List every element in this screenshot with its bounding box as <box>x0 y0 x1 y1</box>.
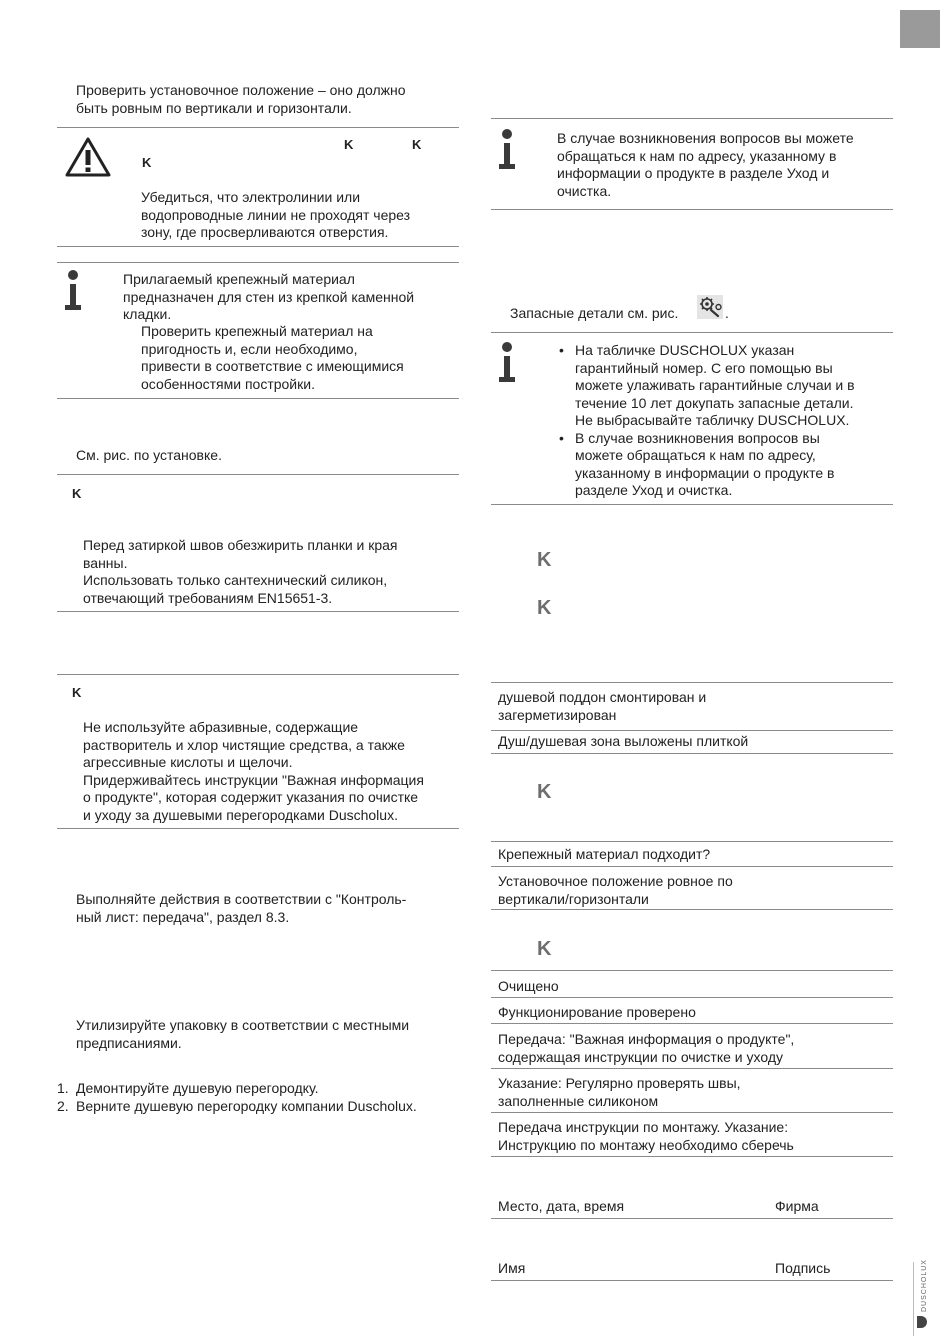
checklist-item: Передача инструкции по монтажу. Указание: Инструкцию по монтажу необходимо сберечь <box>498 1119 794 1153</box>
page-corner-tab <box>900 10 940 48</box>
handover-text: Выполняйте действия в соответствии с "Контроль- ный лист: передача", раздел 8.3. <box>76 891 407 925</box>
signature-line <box>491 1218 893 1219</box>
see-install-text: См. рис. по установке. <box>76 447 222 463</box>
info-icon <box>498 342 516 386</box>
checklist-item: Функционирование проверено <box>498 1004 696 1020</box>
divider <box>57 474 459 475</box>
divider <box>491 1112 893 1113</box>
list-item: • В случае возникновения вопросов вы можете обращаться к нам по адресу, указанному в информации о продукте в разделе Уход и очистка. <box>555 430 855 500</box>
divider <box>57 262 459 263</box>
divider <box>57 127 459 128</box>
signature-label: Подпись <box>775 1260 831 1276</box>
warranty-info-list <box>555 342 855 500</box>
divider <box>491 504 893 505</box>
checklist-item: Установочное положение ровное по вертикали/горизонтали <box>498 873 733 907</box>
divider <box>491 841 893 842</box>
k-marker: K <box>344 137 354 152</box>
step-text: Демонтируйте душевую перегородку. <box>76 1080 319 1096</box>
warning-text: Убедиться, что электролинии или водопроводные линии не проходят через зону, где просверливаются отверстия. <box>141 189 411 240</box>
divider <box>491 118 893 119</box>
place-date-time-label: Место, дата, время <box>498 1198 625 1214</box>
checklist-item: душевой поддон смонтирован и загерметизирован <box>498 689 707 723</box>
install-position-text: Проверить установочное положение – оно должно быть ровным по вертикали и горизонтали. <box>76 82 406 116</box>
divider <box>491 1068 893 1069</box>
divider <box>491 682 893 683</box>
k-marker: K <box>72 685 82 700</box>
company-label: Фирма <box>775 1198 819 1214</box>
divider <box>57 246 459 247</box>
step-number: 2. <box>57 1098 69 1114</box>
divider <box>491 1156 893 1157</box>
brand-name: DUSCHOLUX <box>921 1259 928 1312</box>
k-marker: K <box>142 155 152 170</box>
info-icon <box>498 129 516 173</box>
divider <box>491 909 893 910</box>
divider <box>57 674 459 675</box>
gear-wrench-icon <box>697 295 723 319</box>
name-label: Имя <box>498 1260 526 1276</box>
divider <box>491 866 893 867</box>
divider <box>491 332 893 333</box>
checklist-item: Передача: "Важная информация о продукте", содержащая инструкции по очистке и уходу <box>498 1031 795 1065</box>
signature-line <box>491 1280 893 1281</box>
k-marker: K <box>72 486 82 501</box>
divider <box>491 209 893 210</box>
k-marker: K <box>537 597 552 619</box>
k-marker: K <box>537 781 552 803</box>
k-marker: K <box>537 938 552 960</box>
divider <box>491 997 893 998</box>
divider <box>491 970 893 971</box>
list-item: • На табличке DUSCHOLUX указан гарантийный номер. С его помощью вы можете улаживать гарантийные случаи и в течение 10 лет докупать запасные детали. Не выбрасывайте табличку DUSCHOLUX. <box>555 342 855 430</box>
fastener-info-text: Прилагаемый крепежный материал предназначен для стен из крепкой каменной кладки. <box>123 271 415 322</box>
spare-parts-text: Запасные детали см. рис. . <box>510 305 678 323</box>
brand-divider <box>913 1262 914 1336</box>
checklist-item: Указание: Регулярно проверять швы, заполненные силиконом <box>498 1075 741 1109</box>
divider <box>491 753 893 754</box>
k-marker: K <box>412 137 422 152</box>
step-text: Верните душевую перегородку компании Duscholux. <box>76 1098 417 1114</box>
sealing-text: Перед затиркой швов обезжирить планки и края ванны. Использовать только сантехнический силикон, отвечающий требованиям EN15651-3. <box>83 537 398 606</box>
fastener-check-text: Проверить крепежный материал на пригодность и, если необходимо, привести в соответствие с имеющимися особенностями постройки. <box>141 323 404 392</box>
info-icon <box>64 270 82 314</box>
divider <box>57 398 459 399</box>
divider <box>57 828 459 829</box>
cleaning-text: Не используйте абразивные, содержащие растворитель и хлор чистящие средства, а также агрессивные кислоты и щелочи. Придерживайтесь инструкции "Важная информация о продукте", которая содержит указания по очистке и уходу за душевыми перегородками Duscholux. <box>83 719 424 823</box>
divider <box>491 730 893 731</box>
divider <box>491 1023 893 1024</box>
divider <box>57 611 459 612</box>
contact-info-text: В случае возникновения вопросов вы можете обращаться к нам по адресу, указанному в информации о продукте в разделе Уход и очистка. <box>557 130 854 199</box>
warning-triangle-icon <box>64 136 112 178</box>
brand-logo-icon <box>917 1316 927 1328</box>
disposal-text: Утилизируйте упаковку в соответствии с местными предписаниями. <box>76 1017 410 1051</box>
checklist-item: Крепежный материал подходит? <box>498 846 711 862</box>
checklist-item: Очищено <box>498 978 559 994</box>
step-number: 1. <box>57 1080 69 1096</box>
checklist-item: Душ/душевая зона выложены плиткой <box>498 733 749 749</box>
k-marker: K <box>537 549 552 571</box>
